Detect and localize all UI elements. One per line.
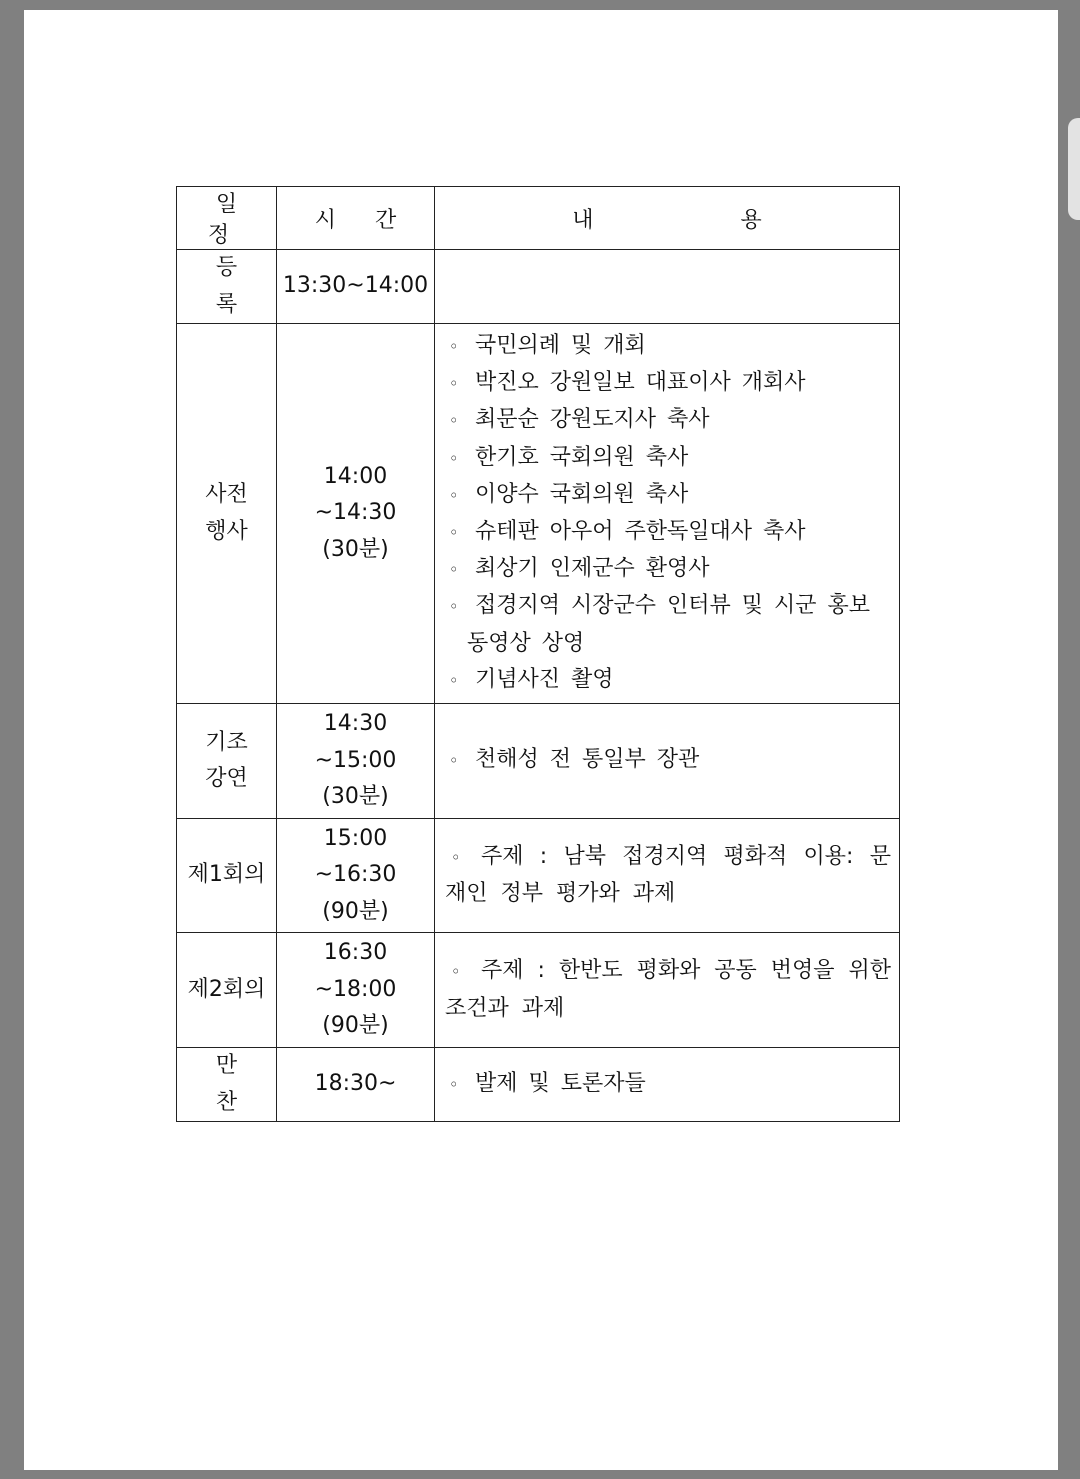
list-item — [449, 1066, 891, 1103]
bullet-icon: ◦ — [449, 337, 459, 356]
schedule-label: 기조 — [205, 729, 248, 755]
schedule-cell — [177, 933, 277, 1048]
list-item — [449, 365, 891, 402]
schedule-label: 행사 — [205, 518, 248, 544]
time-cell — [277, 1048, 435, 1122]
item-text-continuation: 동영상 상영 — [467, 630, 585, 656]
schedule-label: 사전 — [205, 482, 248, 508]
table-header-row — [177, 187, 900, 250]
bullet-icon: ◦ — [449, 751, 459, 771]
schedule-cell — [177, 324, 277, 704]
bullet-icon: ◦ — [449, 597, 459, 617]
time-cell — [277, 324, 435, 704]
content-cell — [435, 704, 900, 819]
topic-text: 주제 : 남북 접경지역 평화적 이용: 문재인 정부 평가와 과제 — [445, 843, 891, 907]
item-text: 기념사진 촬영 — [475, 666, 614, 692]
time-label: (30분) — [322, 784, 389, 810]
time-label: 14:30 — [323, 711, 388, 737]
item-text: 최문순 강원도지사 축사 — [475, 407, 710, 433]
schedule-label: 강연 — [205, 766, 248, 792]
time-cell — [277, 819, 435, 933]
content-list — [435, 738, 899, 783]
list-item — [449, 477, 891, 514]
time-label: (90분) — [322, 898, 389, 924]
time-label: ~15:00 — [314, 747, 397, 773]
list-item — [449, 440, 891, 477]
header-content-label: 내 용 — [572, 207, 832, 233]
schedule-cell — [177, 1048, 277, 1122]
document-page — [24, 10, 1058, 1470]
content-cell — [435, 819, 900, 933]
bullet-icon: ◦ — [449, 411, 459, 431]
table-row — [177, 933, 900, 1048]
bullet-icon: ◦ — [449, 523, 459, 543]
time-label: 14:00 — [323, 463, 388, 489]
schedule-label: 만 찬 — [215, 1053, 254, 1115]
bullet-icon: ◦ — [449, 448, 459, 468]
table-row — [177, 324, 900, 704]
content-cell — [435, 324, 900, 704]
schedule-cell — [177, 704, 277, 819]
time-cell — [277, 933, 435, 1048]
content-list — [435, 324, 899, 703]
time-label: 16:30 — [323, 940, 388, 966]
content-cell — [435, 250, 900, 324]
session-topic — [435, 949, 899, 1031]
item-text: 접경지역 시장군수 인터뷰 및 시군 홍보 — [475, 593, 870, 619]
item-text: 이양수 국회의원 축사 — [475, 481, 689, 507]
list-item — [449, 402, 891, 439]
header-schedule — [177, 187, 277, 250]
time-cell — [277, 250, 435, 324]
header-time-label: 시 간 — [314, 207, 413, 233]
time-label: 18:30~ — [314, 1071, 397, 1097]
item-text: 발제 및 토론자들 — [475, 1070, 646, 1096]
schedule-cell — [177, 250, 277, 324]
item-text: 국민의례 및 개회 — [475, 333, 646, 358]
item-text: 최상기 인제군수 환영사 — [475, 556, 710, 582]
scroll-handle[interactable] — [1068, 118, 1080, 220]
session-topic — [435, 835, 899, 917]
schedule-body — [177, 250, 900, 1122]
time-label: (30분) — [322, 536, 389, 562]
list-item — [449, 328, 891, 365]
table-row — [177, 250, 900, 324]
table-row — [177, 819, 900, 933]
list-item — [449, 662, 891, 699]
bullet-icon: ◦ — [449, 485, 459, 505]
time-label: 13:30~14:00 — [282, 273, 429, 299]
header-time — [277, 187, 435, 250]
schedule-table — [176, 186, 900, 1122]
item-text: 슈테판 아우어 주한독일대사 축사 — [475, 519, 806, 545]
time-label: 15:00 — [323, 825, 388, 851]
time-label: ~16:30 — [314, 862, 397, 888]
item-text: 천해성 전 통일부 장관 — [475, 747, 700, 773]
list-item — [449, 742, 891, 779]
schedule-label: 등 록 — [215, 255, 254, 317]
list-item — [449, 588, 891, 661]
bullet-icon: ◦ — [449, 560, 459, 580]
list-item — [449, 551, 891, 588]
table-row — [177, 1048, 900, 1122]
schedule-cell — [177, 819, 277, 933]
content-list — [435, 1062, 899, 1107]
schedule-label: 제1회의 — [187, 862, 266, 888]
bullet-icon: ◦ — [451, 962, 461, 982]
bullet-icon: ◦ — [449, 1074, 459, 1094]
item-text: 한기호 국회의원 축사 — [475, 444, 689, 470]
header-content — [435, 187, 900, 250]
topic-text: 주제 : 한반도 평화와 공동 번영을 위한 조건과 과제 — [445, 958, 891, 1021]
bullet-icon: ◦ — [451, 847, 461, 867]
item-text: 박진오 강원일보 대표이사 개회사 — [475, 370, 806, 396]
time-cell — [277, 704, 435, 819]
content-cell — [435, 1048, 900, 1122]
list-item — [449, 514, 891, 551]
bullet-icon: ◦ — [449, 374, 459, 394]
time-label: ~18:00 — [314, 976, 397, 1002]
time-label: ~14:30 — [314, 500, 397, 526]
time-label: (90분) — [322, 1013, 389, 1039]
header-schedule-label: 일 정 — [207, 192, 254, 248]
schedule-label: 제2회의 — [187, 976, 266, 1002]
table-row — [177, 704, 900, 819]
content-cell — [435, 933, 900, 1048]
bullet-icon: ◦ — [449, 670, 459, 690]
